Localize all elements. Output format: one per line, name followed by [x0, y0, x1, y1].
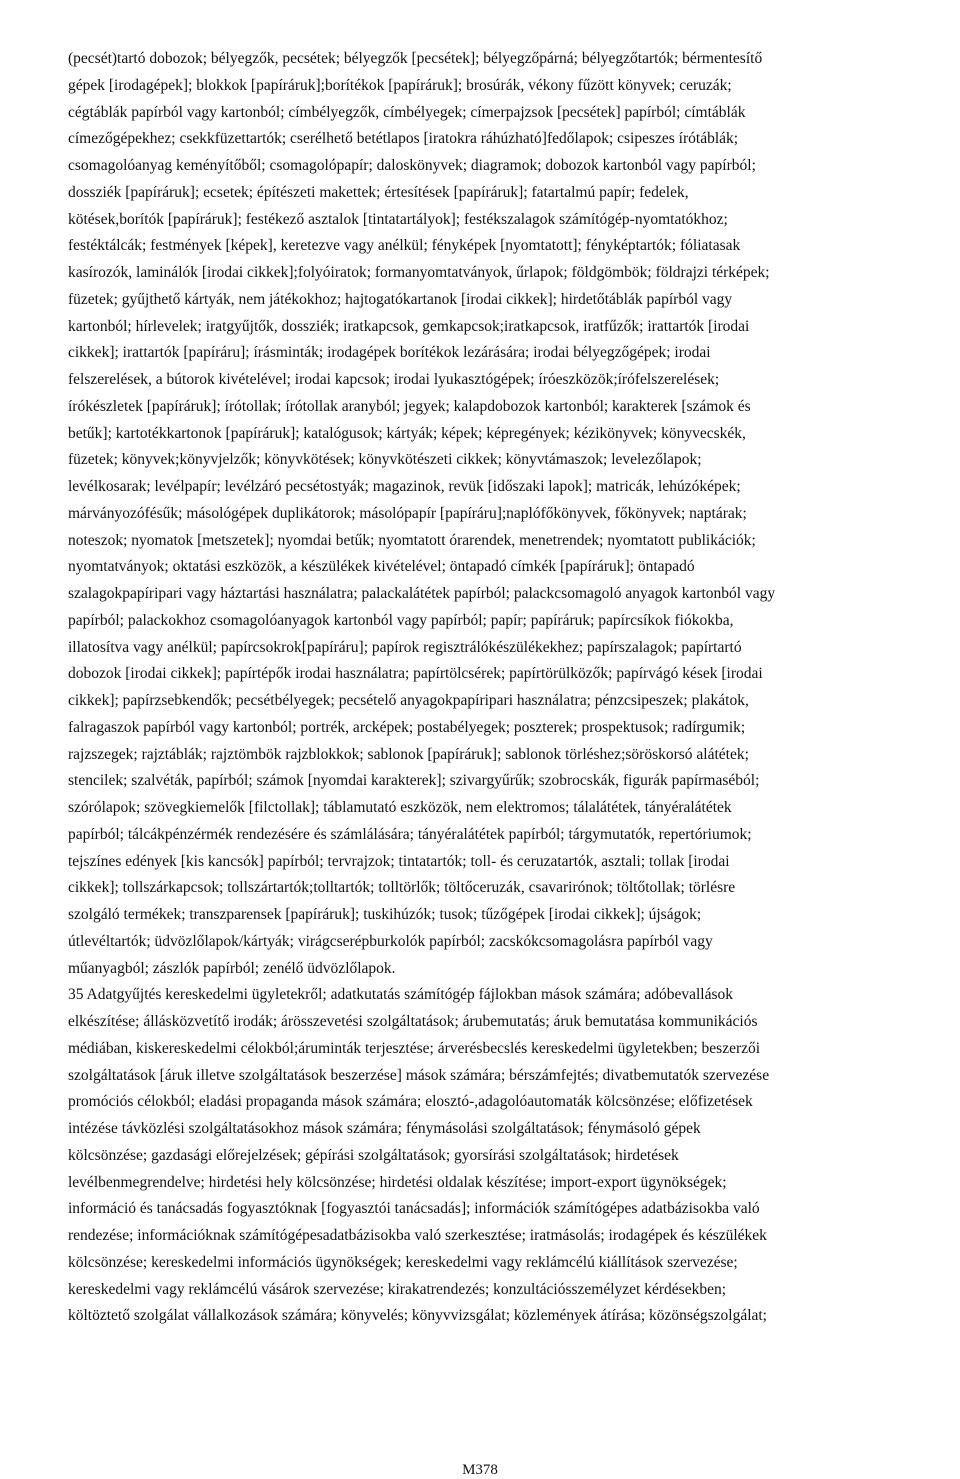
text-line: felszerelések, a bútorok kivételével; irodai kapcsok; irodai lyukasztógépek; íróeszközök;írófelszerelések; — [68, 371, 720, 388]
text-line: rendezése; információknak számítógépesadatbázisokba való szerkesztése; iratmásolás; irodagépek és készülékek — [68, 1227, 767, 1244]
text-line: cikkek]; irattartók [papíráru]; írásminták; irodagépek borítékok lezárására; irodai bélyegzőgépek; irodai — [68, 344, 711, 362]
text-line: illatosítva vagy anélkül; papírcsokrok[papíráru]; papírok regisztrálókészülékekhez; papírszalagok; papírtartó — [68, 638, 742, 656]
text-line: füzetek; könyvek;könyvjelzők; könyvkötések; könyvkötészeti cikkek; könyvtámaszok; levelezőlapok; — [68, 451, 702, 469]
text-line: kasírozók, laminálók [irodai cikkek];folyóiratok; formanyomtatványok, űrlapok; földgömbök; földrajzi térképek; — [68, 264, 770, 281]
text-line: betűk]; kartotékkartonok [papíráruk]; katalógusok; kártyák; képek; képregények; kézikönyvek; könyvecskék, — [68, 424, 746, 442]
text-line: cégtáblák papírból vagy kartonból; címbélyegzők, címbélyegek; címerpajzsok [pecsétek] papírból; címtáblák — [68, 103, 746, 121]
text-line: csomagolóanyag keményítőből; csomagolópapír; daloskönyvek; diagramok; dobozok kartonból vagy papírból; — [68, 157, 756, 174]
text-line: cikkek]; papírzsebkendők; pecsétbélyegek; pecsételő anyagokpapíripari használatra; pénzcsipeszek; plakátok, — [68, 692, 749, 709]
text-line: füzetek; gyűjthető kártyák, nem játékokhoz; hajtogatókartanok [irodai cikkek]; hirdetőtáblák papírból vagy — [68, 290, 733, 308]
text-line: kereskedelmi vagy reklámcélú vásárok szervezése; kirakatrendezés; konzultációsszemélyzet kérdésekben; — [68, 1280, 727, 1298]
text-line: falragaszok papírból vagy kartonból; portrék, arcképek; postabélyegek; poszterek; prospektusok; radírgumik; — [68, 718, 746, 736]
text-line: noteszok; nyomatok [metszetek]; nyomdai betűk; nyomtatott órarendek, menetrendek; nyomtatott publikációk; — [68, 531, 756, 549]
journal-title: Szabadalmi Közlöny és Védjegyértesítő 118. évfolyam 4. szám, 2013.02.28. — [243, 2, 717, 19]
text-line: kölcsönzése; gazdasági előrejelzések; gépírási szolgáltatások; gyorsírási szolgáltatások; hirdetések — [68, 1146, 679, 1164]
text-line: címezőgépekhez; csekkfüzettartók; cserélhető betétlapos [iratokra ráhúzható]fedőlapok; csipeszes írótáblák; — [68, 130, 739, 148]
text-line: márványozófésűk; másológépek duplikátorok; másolópapír [papíráru];naplófőkönyvek, főkönyvek; naptárak; — [68, 504, 747, 522]
text-line: kartonból; hírlevelek; iratgyűjtők, dossziék; iratkapcsok, gemkapcsok;iratkapcsok, iratfűzők; irattartók [irodai — [68, 317, 750, 335]
section-title: Nemzeti védjegybejelentés meghirdetése és a védjegy lajstromozása különleges gyorsított eljárásban — [167, 24, 793, 41]
page-header — [0, 0, 960, 44]
text-line: dobozok [irodai cikkek]; papírtépők irodai használatra; papírtölcsérek; papírtörülközők; papírvágó kések [irodai — [68, 665, 763, 683]
page-number: M378 — [462, 1462, 498, 1478]
text-line: útlevéltartók; üdvözlőlapok/kártyák; virágcserépburkolók papírból; zacskókcsomagolásra papírból vagy — [68, 932, 713, 950]
text-line: 35 Adatgyűjtés kereskedelmi ügyletekről; adatkutatás számítógép fájlokban mások számára; adóbevallások — [68, 986, 734, 1004]
text-line: elkészítése; állásközvetítő irodák; árösszevetési szolgáltatások; árubemutatás; áruk bemutatása kommunikációs — [68, 1013, 758, 1030]
text-line: levélbenmegrendelve; hirdetési hely kölcsönzése; hirdetési oldalak készítése; import-export ügynökségek; — [68, 1173, 727, 1191]
text-line: intézése távközlési szolgáltatásokhoz mások számára; fénymásolási szolgáltatások; fénymásoló gépek — [68, 1120, 701, 1137]
text-line: levélkosarak; levélpapír; levélzáró pecsétostyák; magazinok, revük [időszaki lapok]; matricák, lehúzóképek; — [68, 478, 741, 495]
text-line: gépek [irodagépek]; blokkok [papíráruk];borítékok [papíráruk]; brosúrák, vékony fűzött könyvek; ceruzák; — [68, 76, 732, 94]
text-line: papírból; palackokhoz csomagolóanyagok kartonból vagy papírból; papír; papíráruk; papírcsíkok fiókokba, — [68, 611, 734, 629]
text-line: szalagokpapíripari vagy háztartási használatra; palackalátétek papírból; palackcsomagoló anyagok kartonból vagy — [68, 585, 776, 602]
text-line: kölcsönzése; kereskedelmi információs ügynökségek; kereskedelmi vagy reklámcélú kiállítások szervezése; — [68, 1253, 738, 1271]
text-line: stencilek; szalvéták, papírból; számok [nyomdai karakterek]; szivargyűrűk; szobrocskák, figurák papírmaséból; — [68, 772, 760, 790]
text-line: szolgáló termékek; transzparensek [papíráruk]; tuskihúzók; tusok; tűzőgépek [irodai cikkek]; újságok; — [68, 906, 702, 923]
text-line: írókészletek [papíráruk]; írótollak; írótollak aranyból; jegyek; kalapdobozok kartonból; karakterek [számok és — [68, 397, 751, 415]
text-line: műanyagból; zászlók papírból; zenélő üdvözlőlapok. — [68, 959, 396, 977]
text-line: (pecsét)tartó dobozok; bélyegzők, pecsétek; bélyegzők [pecsétek]; bélyegzőpárná; bélyegzőtartók; bérmentesítő — [68, 50, 763, 67]
text-line: szolgáltatások [áruk illetve szolgáltatások beszerzése] mások számára; bérszámfejtés; divatbemutatók szervezése — [68, 1066, 770, 1084]
text-line: promóciós célokból; eladási propaganda mások számára; elosztó-,adagolóautomaták kölcsönzése; előfizetések — [68, 1093, 753, 1111]
text-line: költöztető szolgálat vállalkozások számára; könyvelés; könyvvizsgálat; közlemények átírása; közönségszolgálat; — [68, 1307, 767, 1325]
text-line: tejszínes edények [kis kancsók] papírból; tervrajzok; tintatartók; toll- és ceruzatartók, asztali; tollak [irodai — [68, 852, 730, 870]
text-line: nyomtatványok; oktatási eszközök, a készülékek kivételével; öntapadó címkék [papíráruk]; öntapadó — [68, 558, 695, 576]
text-line: információ és tanácsadás fogyasztóknak [fogyasztói tanácsadás]; információk számítógépes adatbázisokba való — [68, 1200, 760, 1218]
text-line: kötések,borítók [papíráruk]; festékező asztalok [tintatartályok]; festékszalagok számítógép-nyomtatókhoz; — [68, 210, 728, 228]
text-line: médiában, kiskereskedelmi célokból;áruminták terjesztése; árverésbecslés kereskedelmi ügyletekben; beszerzői — [68, 1039, 761, 1057]
text-line: festéktálcák; festmények [képek], keretezve vagy anélkül; fényképek [nyomtatott]; fényképtartók; fóliatasak — [68, 237, 741, 255]
text-line: papírból; tálcákpénzérmék rendezésére és számlálására; tányéralátétek papírból; tárgymutatók, repertóriumok; — [68, 825, 752, 843]
document-body — [68, 46, 894, 1330]
text-line: szórólapok; szövegkiemelők [filctollak]; táblamutató eszközök, nem elektromos; tálalátétek, tányéralátétek — [68, 799, 732, 816]
text-line: dossziék [papíráruk]; ecsetek; építészeti makettek; értesítések [papíráruk]; fatartalmú papír; fedelek, — [68, 183, 689, 201]
text-line: cikkek]; tollszárkapcsok; tollszártartók;tolltartók; tolltörlők; töltőceruzák, csavarirónok; töltőtollak; törlésre — [68, 879, 736, 897]
text-line: rajzszegek; rajztáblák; rajztömbök rajzblokkok; sablonok [papíráruk]; sablonok törléshez;söröskorsó alátétek; — [68, 745, 749, 763]
